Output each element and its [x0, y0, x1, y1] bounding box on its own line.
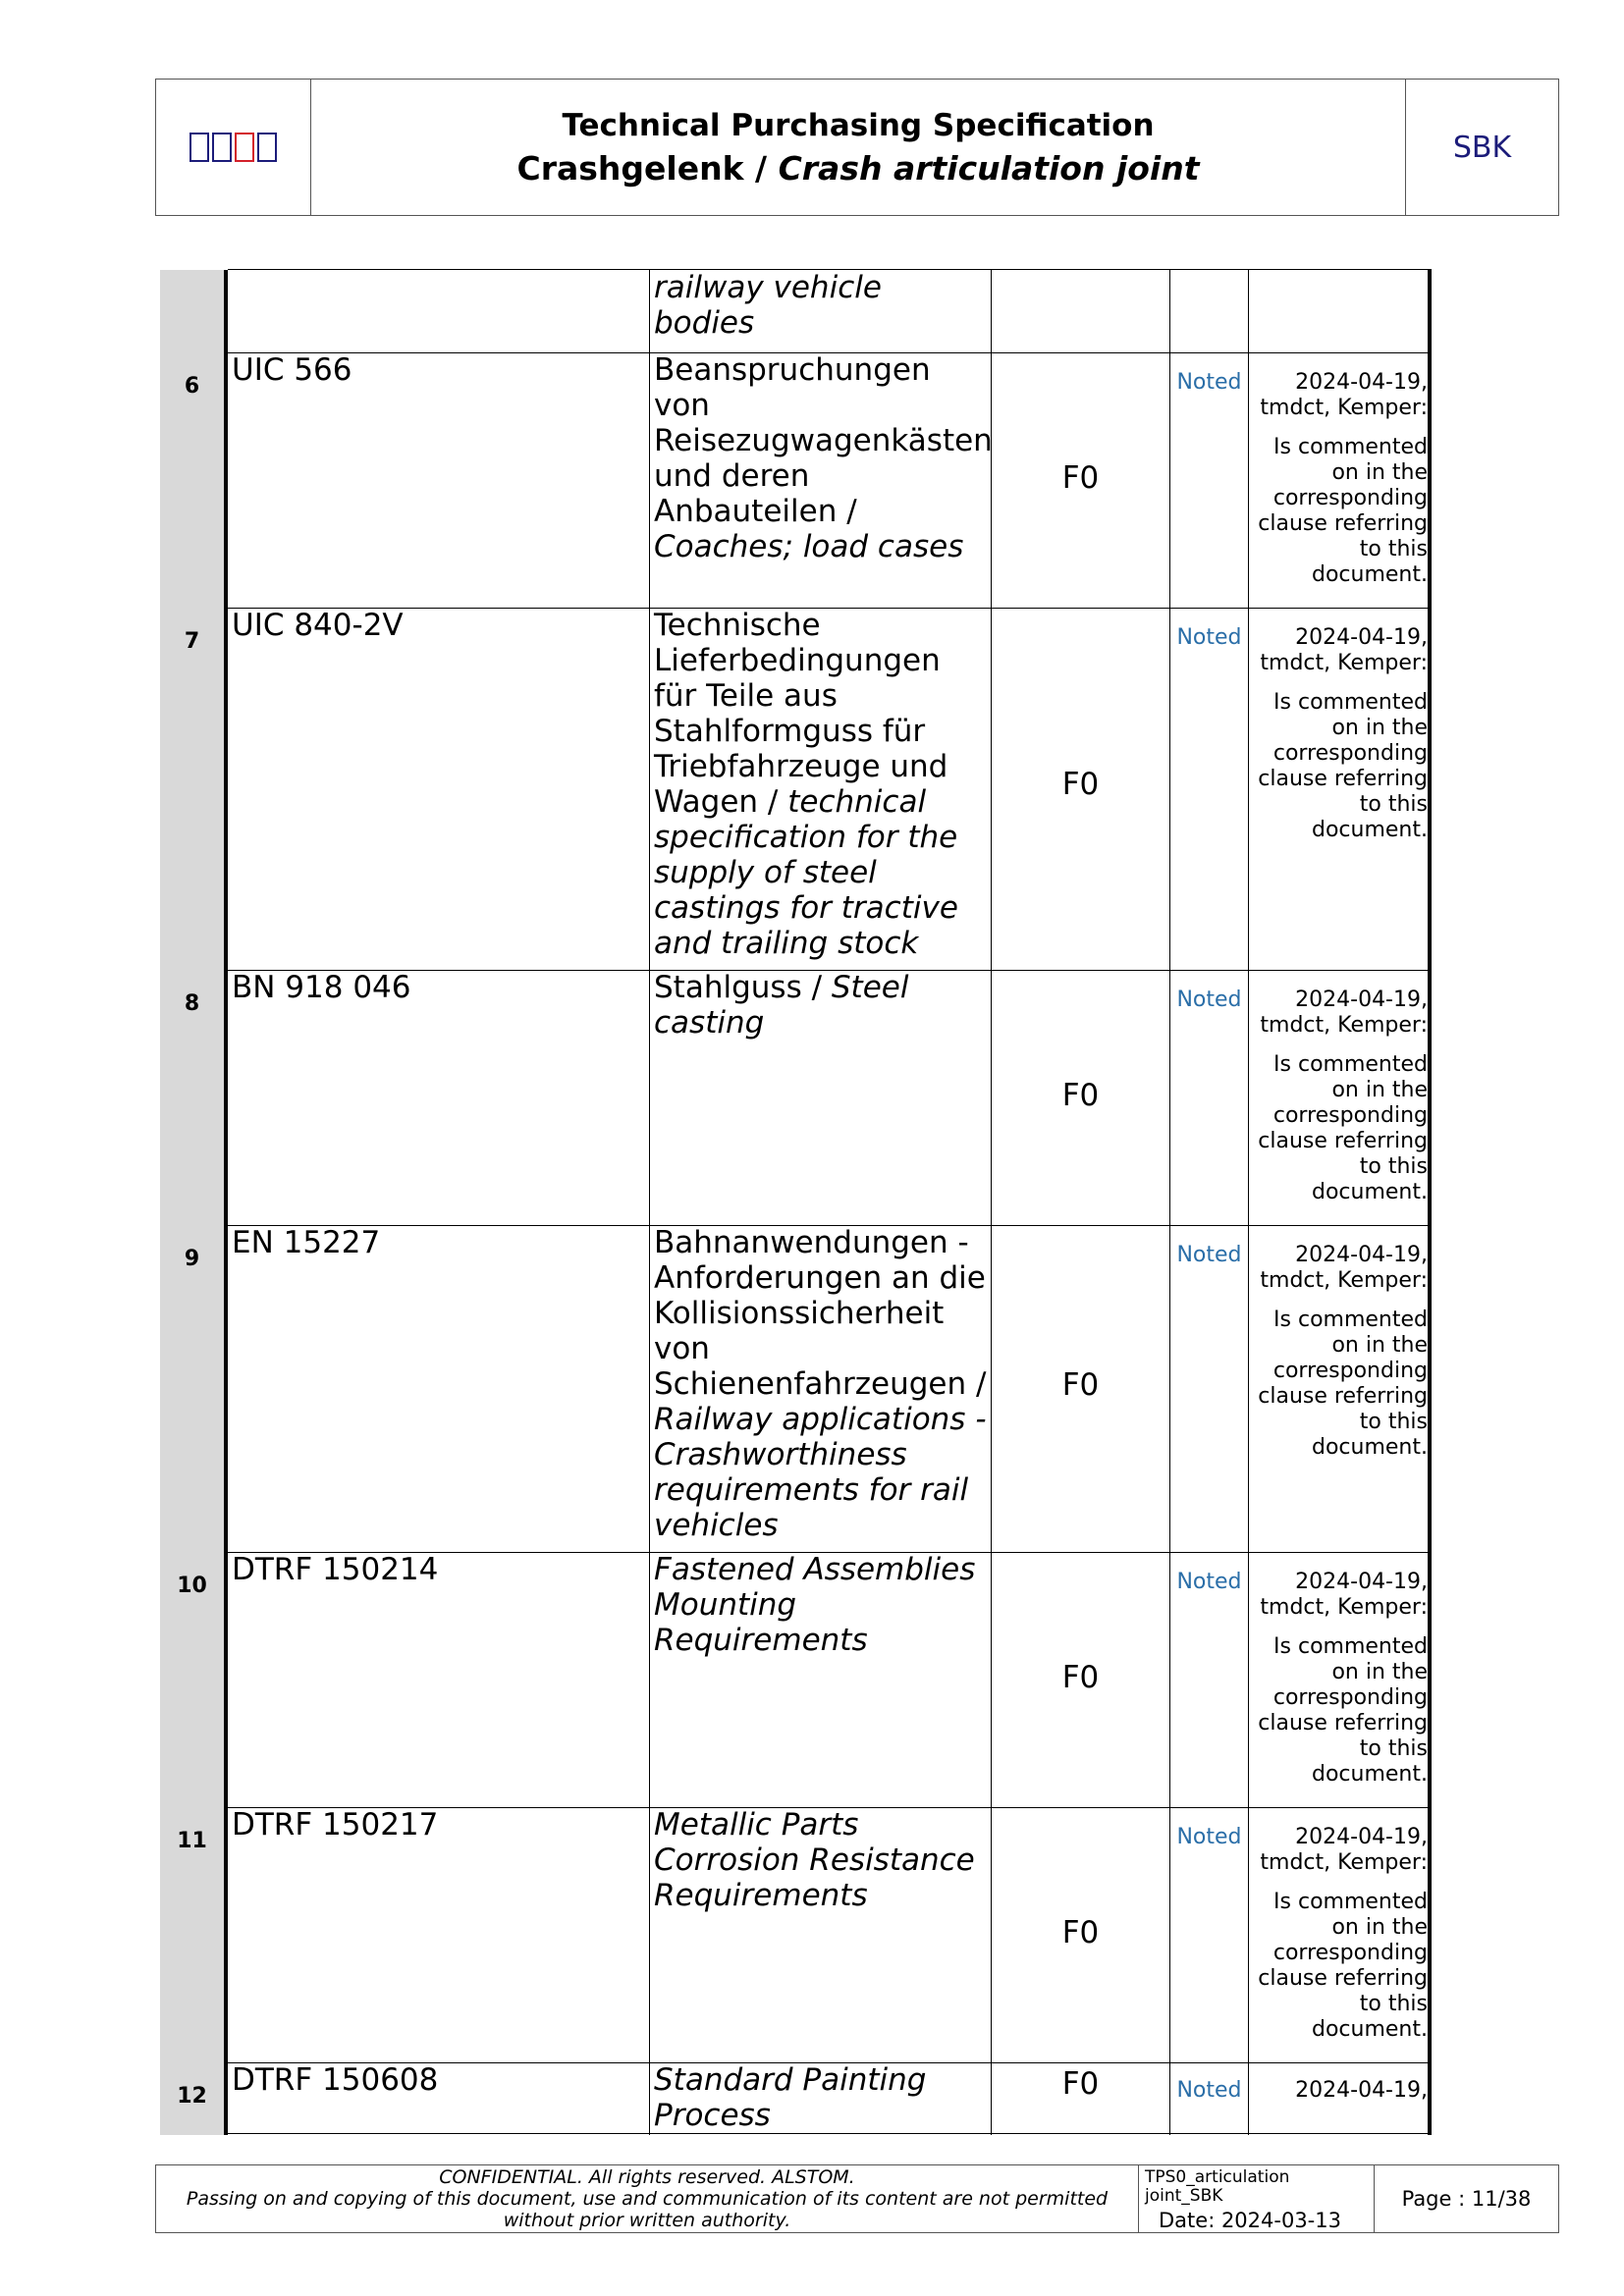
row-category: F0 [1061, 2066, 1100, 2102]
row-comment-body: Is commented on in the corresponding clause referring to this document. [1258, 435, 1428, 587]
row-reference: DTRF 150214 [232, 1552, 439, 1587]
row-status: Noted [1176, 1825, 1242, 1849]
doc-type-title: Technical Purchasing Specification [562, 108, 1155, 143]
page-footer [155, 2164, 1559, 2233]
row-number: 9 [184, 1247, 200, 1271]
row-comment-head: 2024-04-19, tmdct, Kemper: [1260, 1570, 1428, 1620]
row-reference: UIC 566 [232, 352, 352, 388]
title-german: Crashgelenk / [516, 149, 768, 187]
table-row [160, 270, 1432, 352]
row-category: F0 [1061, 767, 1100, 802]
row-description-en: Steel casting [654, 970, 909, 1041]
row-reference: DTRF 150217 [232, 1807, 439, 1842]
table-row [160, 2062, 1432, 2135]
confidential-line: CONFIDENTIAL. All rights reserved. ALSTOM. [439, 2166, 855, 2188]
row-comment-body: Is commented on in the corresponding clause referring to this document. [1258, 1634, 1428, 1787]
table-row [160, 1225, 1432, 1552]
header-code: SBK [1452, 130, 1512, 165]
confidentiality-notice [156, 2165, 1139, 2232]
row-reference: DTRF 150608 [232, 2062, 439, 2098]
row-description-de: Stahlguss / [654, 970, 823, 1005]
row-description-en: Fastened Assemblies Mounting Requirements [654, 1552, 976, 1658]
row-number: 7 [184, 629, 200, 654]
logo-glyphs [189, 133, 277, 162]
table-row [160, 608, 1432, 970]
doc-subject-title [516, 147, 1199, 190]
row-comment-head: 2024-04-19, tmdct, Kemper: [1260, 1825, 1428, 1875]
company-logo [156, 80, 311, 215]
row-description-en: Metallic Parts Corrosion Resistance Requirements [654, 1807, 975, 1913]
row-comment-head: 2024-04-19, tmdct, Kemper: [1260, 988, 1428, 1038]
row-comment-body: Is commented on in the corresponding clause referring to this document. [1258, 1890, 1428, 2042]
document-id: TPS0_articulation joint_SBK [1145, 2167, 1290, 2206]
confidential-line: without prior written authority. [503, 2210, 791, 2231]
row-description-en: Standard Painting Process [654, 2062, 927, 2133]
row-description-de: Technische Lieferbedingungen für Teile aus Stahlformguss für Triebfahrzeuge und Wagen / [654, 608, 948, 820]
document-date: Date: 2024-03-13 [1159, 2209, 1341, 2232]
row-category: F0 [1061, 1915, 1100, 1950]
row-description-en: Railway applications - Crashworthiness requirements for rail vehicles [654, 1402, 987, 1543]
row-category: F0 [1061, 460, 1100, 496]
row-category: F0 [1061, 1660, 1100, 1695]
row-description-en: railway vehicle bodies [654, 270, 882, 341]
confidential-line: Passing on and copying of this document, use and communication of its content are not permitted [186, 2188, 1109, 2210]
row-comment-head: 2024-04-19, tmdct, Kemper: [1260, 370, 1428, 420]
row-description-en: technical specification for the supply of steel castings for tractive and trailing stock [654, 784, 958, 961]
row-description-en: Coaches; load cases [654, 529, 964, 564]
row-number: 8 [184, 991, 200, 1016]
table-row [160, 1807, 1432, 2062]
table-row [160, 352, 1432, 608]
row-number: 6 [184, 374, 200, 399]
table-row [160, 970, 1432, 1225]
row-status: Noted [1176, 625, 1242, 650]
page-header [155, 79, 1559, 216]
row-description-de: Bahnanwendungen - Anforderungen an die Kollisionssicherheit von Schienenfahrzeugen / [654, 1225, 987, 1402]
row-status: Noted [1176, 1243, 1242, 1267]
row-comment-body: Is commented on in the corresponding clause referring to this document. [1258, 1052, 1428, 1204]
row-comment-head: 2024-04-19, tmdct, Kemper: [1260, 1243, 1428, 1293]
row-comment-head: 2024-04-19, tmdct, Kemper: [1260, 625, 1428, 675]
row-status: Noted [1176, 988, 1242, 1012]
row-reference: UIC 840-2V [232, 608, 404, 643]
row-reference: EN 15227 [232, 1225, 381, 1260]
row-description-de: Beanspruchungen von Reisezugwagenkästen und deren Anbauteilen / [654, 352, 993, 529]
header-title-block [311, 80, 1406, 215]
row-category: F0 [1061, 1367, 1100, 1403]
table-row [160, 1552, 1432, 1807]
row-status: Noted [1176, 2078, 1242, 2103]
document-info [1139, 2165, 1375, 2232]
row-comment-head: 2024-04-19, [1295, 2078, 1428, 2103]
page-number: Page : 11/38 [1401, 2187, 1532, 2211]
row-comment-body: Is commented on in the corresponding clause referring to this document. [1258, 1308, 1428, 1460]
row-comment-body: Is commented on in the corresponding clause referring to this document. [1258, 690, 1428, 842]
title-english: Crash articulation joint [778, 149, 1200, 187]
row-status: Noted [1176, 370, 1242, 395]
row-number: 12 [177, 2084, 207, 2109]
row-category: F0 [1061, 1078, 1100, 1113]
row-reference: BN 918 046 [232, 970, 411, 1005]
row-number: 10 [177, 1574, 207, 1598]
row-number: 11 [177, 1829, 207, 1853]
row-status: Noted [1176, 1570, 1242, 1594]
